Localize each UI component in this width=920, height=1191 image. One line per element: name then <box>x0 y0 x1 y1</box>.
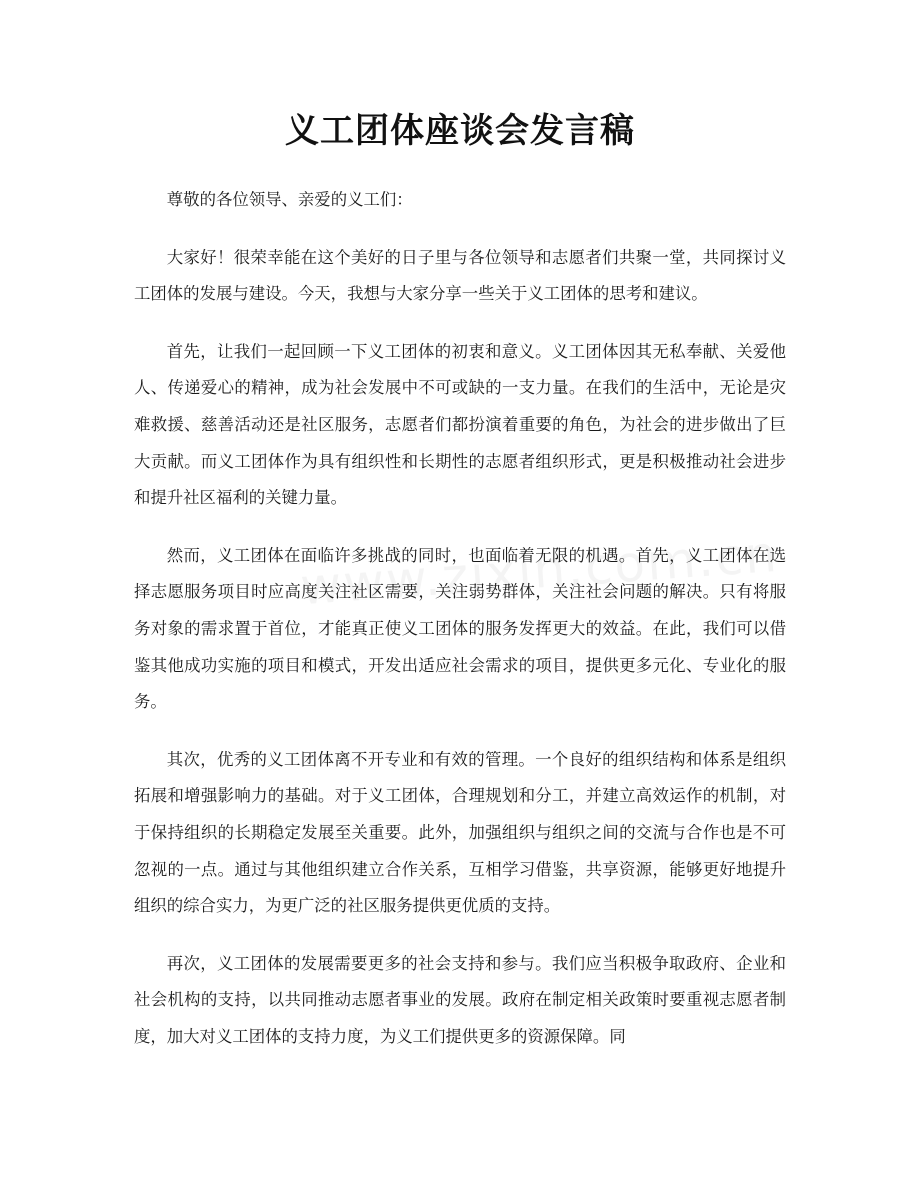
document-title: 义工团体座谈会发言稿 <box>285 111 635 151</box>
paragraph-first: 首先，让我们一起回顾一下义工团体的初衷和意义。义工团体因其无私奉献、关爱他人、传递爱心的精神，成为社会发展中不可或缺的一支力量。在我们的生活中，无论是灾难救援、慈善活动还是社区服务，志愿者们都扮演着重要的角色，为社会的进步做出了巨大贡献。而义工团体作为具有组织性和长期性的志愿者组织形式，更是积极推动社会进步和提升社区福利的关键力量。 <box>134 341 786 508</box>
salutation: 尊敬的各位领导、亲爱的义工们： <box>166 190 413 209</box>
paragraph-however: 然而，义工团体在面临许多挑战的同时，也面临着无限的机遇。首先，义工团体在选择志愿服务项目时应高度关注社区需要，关注弱势群体，关注社会问题的解决。只有将服务对象的需求置于首位，才能真正使义工团体的服务发挥更大的效益。在此，我们可以借鉴其他成功实施的项目和模式，开发出适应社会需求的项目，提供更多元化、专业化的服务。 <box>134 545 786 712</box>
paragraph-greeting: 大家好！很荣幸能在这个美好的日子里与各位领导和志愿者们共聚一堂，共同探讨义工团体的发展与建设。今天，我想与大家分享一些关于义工团体的思考和建议。 <box>134 247 786 304</box>
paragraph-second: 其次，优秀的义工团体离不开专业和有效的管理。一个良好的组织结构和体系是组织拓展和增强影响力的基础。对于义工团体，合理规划和分工，并建立高效运作的机制，对于保持组织的长期稳定发展至关重要。此外，加强组织与组织之间的交流与合作也是不可忽视的一点。通过与其他组织建立合作关系，互相学习借鉴，共享资源，能够更好地提升组织的综合实力，为更广泛的社区服务提供更优质的支持。 <box>134 749 786 916</box>
paragraph-again: 再次，义工团体的发展需要更多的社会支持和参与。我们应当积极争取政府、企业和社会机构的支持，以共同推动志愿者事业的发展。政府在制定相关政策时要重视志愿者制度，加大对义工团体的支持力度，为义工们提供更多的资源保障。同 <box>134 953 786 1046</box>
document-body <box>134 182 786 1076</box>
